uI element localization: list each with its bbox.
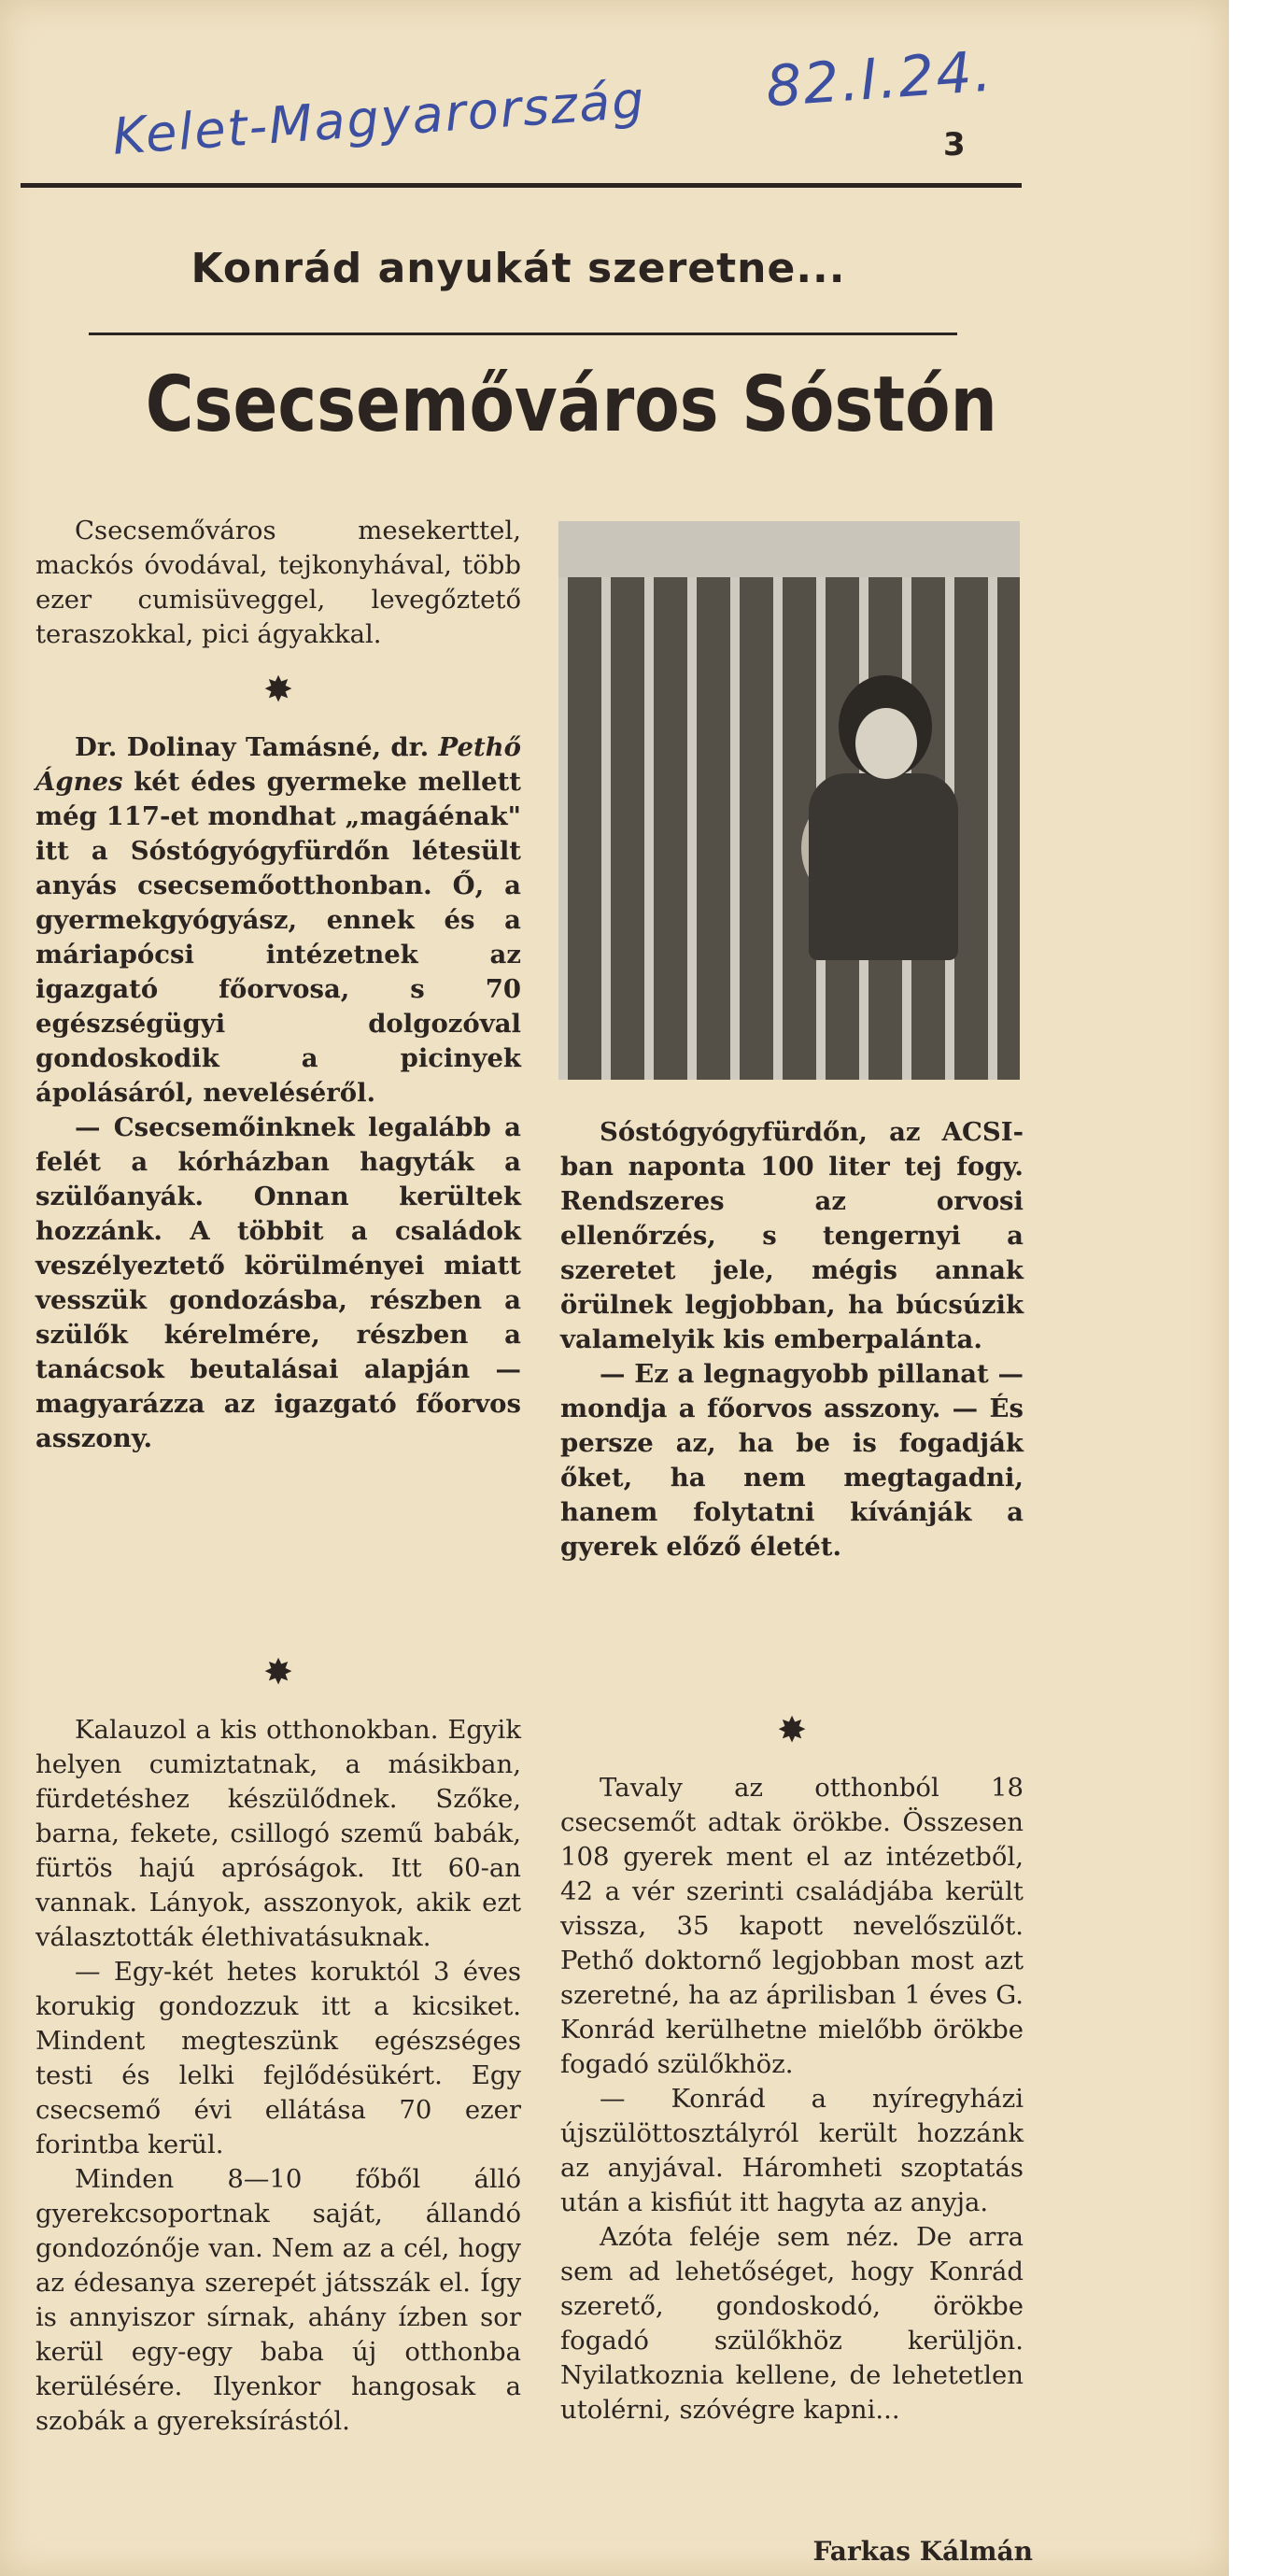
headline-rule: [89, 333, 957, 335]
right-column: [560, 1115, 1024, 1564]
section-star-icon: ✸: [263, 669, 293, 710]
doctor-paragraph-text: két édes gyermeke mellett még 117-et mondhat „magáénak" itt a Sóstógyógyfürdőn létesült anyás csecsemőotthonban. Ő, a gyermekgyógyász, ennek és a máriapócsi intézetnek az igazgató főorvosa, s 70 egészségügyi dolgozóval gondoskodik a picinyek ápolásáról, neveléséről.: [35, 767, 522, 1108]
mother-paragraph: Azóta feléje sem néz. De arra sem ad lehetőséget, hogy Konrád szerető, gondoskodó, örökbe fogadó szülőkhöz kerüljön. Nyilatkoznia kellene, de lehetetlen utolérni, szóvégre kapni...: [560, 2222, 1024, 2425]
care-paragraph: — Egy-két hetes koruktól 3 éves korukig gondozzuk itt a kicsiket. Mindent megteszünk egészséges testi és lelki fejlődésükért. Egy csecsemő évi ellátása 70 ezer forintba kerül.: [35, 1957, 521, 2159]
doctor-name: Dr. Dolinay Tamásné, dr.: [75, 732, 430, 762]
article-headline: Csecsemőváros Sóstón: [145, 361, 997, 449]
child-body: [809, 773, 958, 960]
child-face: [855, 708, 917, 779]
doctor-paragraph: [35, 730, 521, 1111]
section-star-icon: ✸: [777, 1709, 807, 1750]
top-rule: [21, 183, 1022, 188]
handwritten-source-note: Kelet-Magyarország: [110, 70, 648, 166]
quote-paragraph: — Csecsemőinknek legalább a felét a kórházban hagyták a szülőanyák. Onnan kerültek hozzánk. A többit a családok veszélyeztető körülményei miatt vesszük gondozásba, részben a szülők kérelmére, részben a tanácsok beutalásai alapján — magyarázza az igazgató főorvos asszony.: [35, 1112, 521, 1453]
photo-child-in-crib: [558, 521, 1020, 1080]
handwritten-date-note: 82.I.24.: [763, 38, 996, 120]
adoption-paragraph: Tavaly az otthonból 18 csecsemőt adtak örökbe. Összesen 108 gyerek ment el az intézetből, 42 a vér szerinti családjába került vissza, 35 kapott nevelőszülőt. Pethő doktornő legjobban most azt szeretné, ha az áprilisban 1 éves G. Konrád kerülhetne mielőbb örökbe fogadó szülőkhöz.: [560, 1773, 1024, 2079]
konrad-paragraph: — Konrád a nyíregyházi újszülöttosztályról került hozzánk az anyjával. Háromheti szoptatás után a kisfiút itt hagyta az anyja.: [560, 2084, 1024, 2217]
group-paragraph: Minden 8—10 főből álló gyerekcsoportnak saját, állandó gondozónője van. Nem az a cél, hogy az édesanya szerepét játsszák el. Így is annyiszor sírnak, ahány ízben sor kerül egy-egy baba új otthonba kerülésére. Ilyenkor hangosak a szobák a gyereksírástól.: [35, 2164, 521, 2436]
photo-background: [558, 521, 1020, 577]
doctor-name-italic: Pethő Ágnes: [35, 732, 521, 797]
left-bottom-column: [35, 1635, 521, 2439]
milk-paragraph: Sóstógyógyfürdőn, az ACSI-ban naponta 100 liter tej fogy. Rendszeres az orvosi ellenőrzés, s tengernyi a szeretet jele, mégis annak örülnek legjobban, ha búcsúzik valamelyik kis emberpalánta.: [560, 1117, 1024, 1354]
intro-paragraph: Csecsemőváros mesekerttel, mackós óvodával, tejkonyhával, több ezer cumisüveggel, levegőztető teraszokkal, pici ágyakkal.: [35, 516, 521, 649]
article-kicker: Konrád anyukát szeretne...: [191, 245, 846, 292]
right-bottom-column: [560, 1692, 1024, 2427]
left-column: [35, 514, 521, 1456]
section-star-icon: ✸: [263, 1651, 293, 1692]
author-byline: Farkas Kálmán: [812, 2536, 1033, 2567]
page-number: 3: [943, 126, 966, 163]
moment-paragraph: — Ez a legnagyobb pillanat — mondja a főorvos asszony. — És persze az, ha be is fogadják őket, ha nem megtagadni, hanem folytatni kívánják a gyerek előző életét.: [560, 1359, 1024, 1562]
tour-paragraph: Kalauzol a kis otthonokban. Egyik helyen cumiztatnak, a másikban, fürdetéshez készülődnek. Szőke, barna, fekete, csillogó szemű babák, fürtös hajú apróságok. Itt 60-an vannak. Lányok, asszonyok, akik ezt választották élethivatásuknak.: [35, 1715, 521, 1952]
